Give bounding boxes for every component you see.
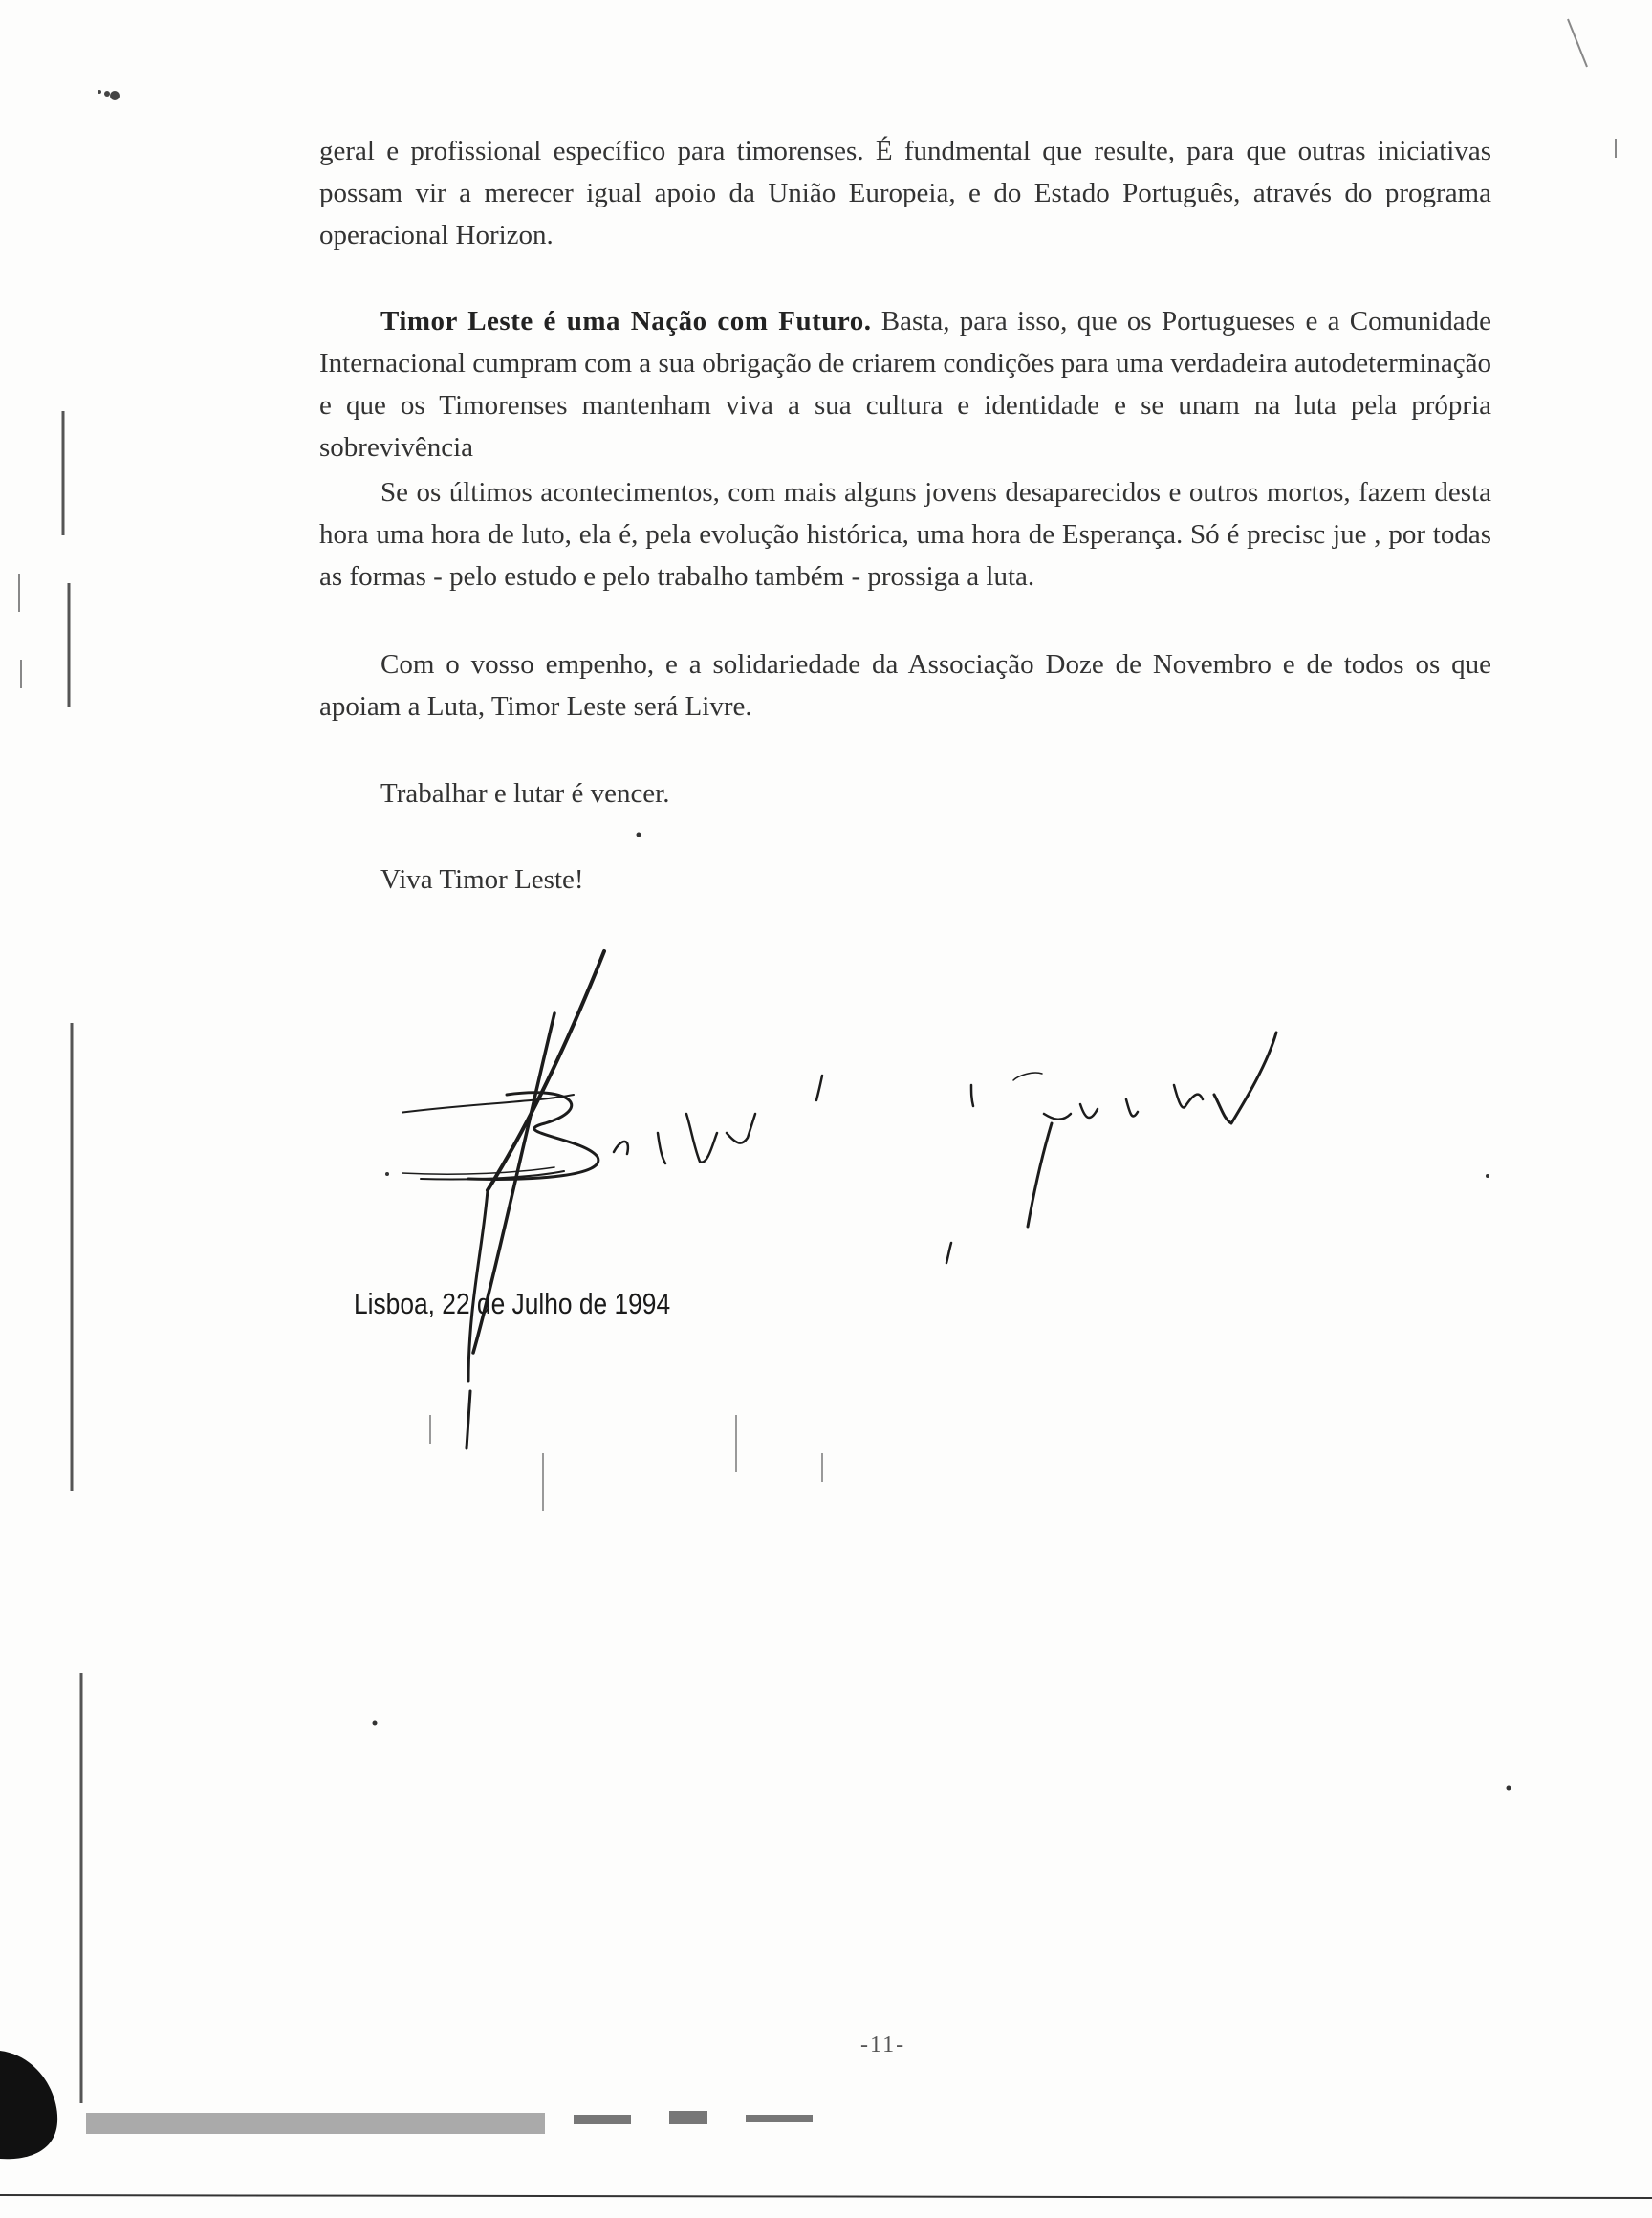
paragraph-4 <box>319 643 1491 728</box>
place-and-date: Lisboa, 22 de Julho de 1994 <box>354 1287 671 1320</box>
paragraph-3-text: Se os últimos acontecimentos, com mais alguns jovens desaparecidos e outros mortos, fazem desta hora uma hora de luto, ela é, pela evolução histórica, uma hora de Esperança. Só é precisc jue , por todas as formas - pelo estudo e pelo trabalho também - prossiga a luta. <box>319 477 1491 592</box>
closing-motto: Trabalhar e lutar é vencer. <box>380 778 670 809</box>
paragraph-2-emphasis: Timor Leste é uma Nação com Futuro. <box>380 306 872 337</box>
closing-salute: Viva Timor Leste! <box>380 864 584 895</box>
page-number: -11- <box>860 2033 906 2057</box>
paragraph-1 <box>319 130 1491 256</box>
paragraph-2-line <box>319 300 1491 468</box>
paragraph-2-text: Basta, para isso, que os Portugueses e a Comunidade Internacional cumpram com a sua obrigação de criarem condições para uma verdadeira autodeterminação e que os Timorenses mantenham viva a sua cultura e identidade e se unam na luta pela própria sobrevivência <box>319 306 1491 463</box>
handwritten-signature <box>402 942 1338 1496</box>
paragraph-3 <box>319 471 1491 598</box>
paragraph-4-text: Com o vosso empenho, e a solidariedade da Associação Doze de Novembro e de todos os que apoiam a Luta, Timor Leste será Livre. <box>319 649 1491 722</box>
paragraph-2 <box>319 300 1491 468</box>
paragraph-1-text: geral e profissional específico para timorenses. É fundmental que resulte, para que outras iniciativas possam vir a merecer igual apoio da União Europeia, e do Estado Português, através do programa operacional Horizon. <box>319 136 1491 250</box>
